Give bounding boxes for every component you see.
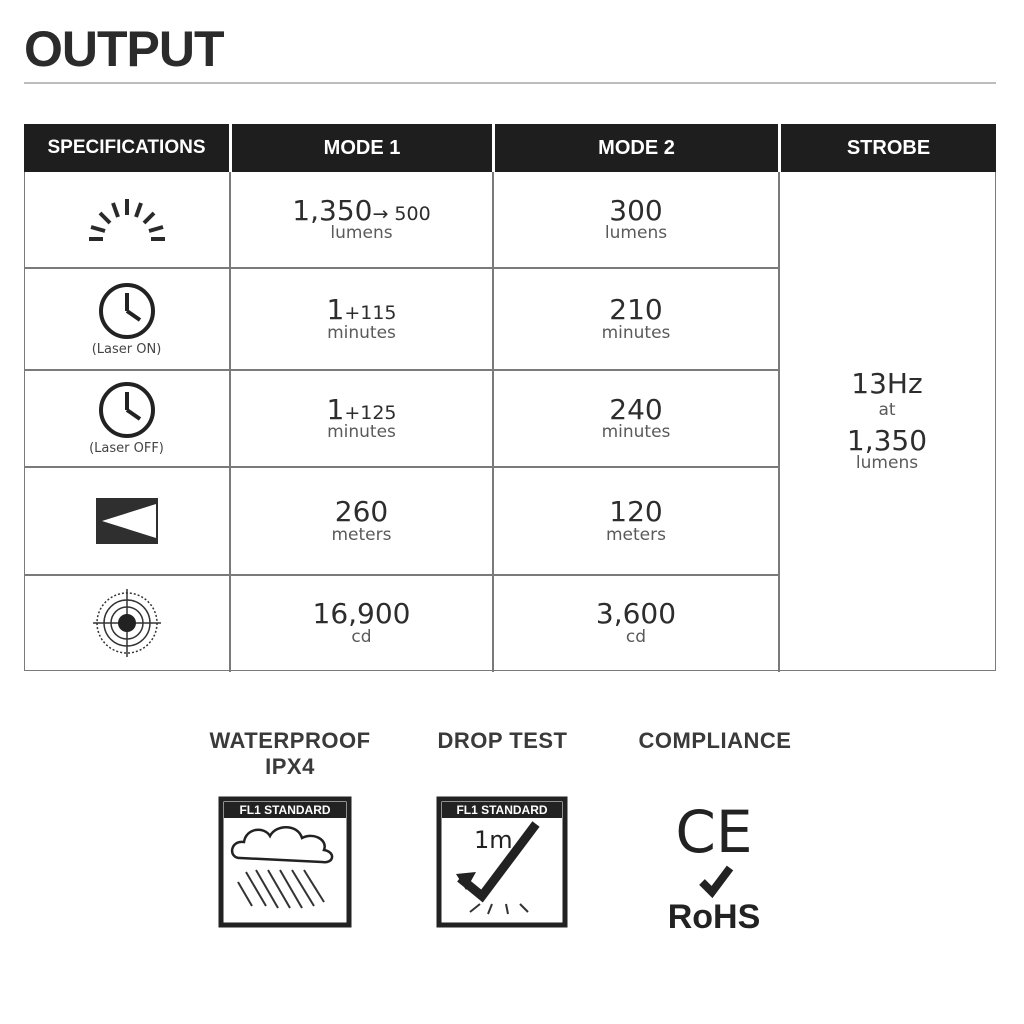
mode2-intensity-unit: cd xyxy=(625,626,647,647)
drop-test-title: DROP TEST xyxy=(437,728,568,753)
mode1-runtime-off-extra: +125 xyxy=(344,401,397,424)
table-cell-mode1-runtime-off xyxy=(231,371,492,466)
mode1-runtime-on-unit: minutes xyxy=(327,322,396,343)
table-cell-mode1-distance xyxy=(231,468,492,574)
laser-on-caption: (Laser ON) xyxy=(91,341,162,357)
mode1-intensity-value: 16,900 xyxy=(312,597,411,631)
table-cell-mode1-brightness xyxy=(231,172,492,267)
mode1-brightness-value: 1,350 xyxy=(292,193,373,227)
table-row-distance-icon-cell xyxy=(24,468,229,574)
table-row-runtime-on-icon-cell xyxy=(24,269,229,369)
mode1-intensity-unit: cd xyxy=(351,626,372,647)
table-cell-mode2-distance xyxy=(494,468,778,574)
header-mode-2: MODE 2 xyxy=(495,124,778,172)
title-divider xyxy=(24,82,996,84)
strobe-lumens-unit: lumens xyxy=(855,453,919,474)
page-title: OUTPUT xyxy=(24,21,224,77)
mode1-runtime-on-value: 1 xyxy=(326,293,345,327)
table-row-runtime-off-icon-cell xyxy=(24,371,229,466)
table-cell-mode1-runtime-on xyxy=(231,269,492,369)
table-row-brightness-icon-cell xyxy=(24,172,229,267)
mode1-runtime-off-unit: minutes xyxy=(327,422,396,443)
mode2-intensity-value: 3,600 xyxy=(595,597,677,631)
compliance-title: COMPLIANCE xyxy=(638,728,792,753)
mode2-brightness-unit: lumens xyxy=(604,223,668,244)
mode1-brightness-unit: lumens xyxy=(330,223,393,244)
waterproof-rating: IPX4 xyxy=(265,754,315,780)
table-cell-mode2-runtime-off xyxy=(494,371,778,466)
waterproof-title: WATERPROOF xyxy=(209,728,371,753)
rain-cloud-icon xyxy=(218,796,352,928)
certification-badges xyxy=(0,728,1024,968)
mode2-runtime-on-unit: minutes xyxy=(601,322,671,343)
mode2-distance-unit: meters xyxy=(606,524,666,545)
target-intensity-icon xyxy=(91,587,163,659)
mode1-runtime-on-extra: +115 xyxy=(344,302,397,325)
mode1-brightness-extra: → 500 xyxy=(372,202,431,225)
drop-test-icon xyxy=(436,796,568,928)
mode2-runtime-off-value: 240 xyxy=(609,392,663,426)
spec-table xyxy=(24,124,996,672)
drop-test-height: 1m xyxy=(474,826,513,854)
mode2-runtime-off-unit: minutes xyxy=(601,422,671,443)
rohs-mark: RoHS xyxy=(667,898,761,936)
header-strobe: STROBE xyxy=(781,124,996,172)
beam-distance-icon xyxy=(96,498,158,544)
header-mode-1: MODE 1 xyxy=(232,124,492,172)
strobe-connector: at xyxy=(878,400,896,421)
table-cell-mode2-brightness xyxy=(494,172,778,267)
brightness-icon xyxy=(87,195,167,245)
ce-rohs-icon xyxy=(650,796,780,936)
header-specifications: SPECIFICATIONS xyxy=(24,124,229,172)
table-cell-strobe xyxy=(780,172,994,670)
mode1-runtime-off-value: 1 xyxy=(326,392,345,426)
clock-icon xyxy=(98,381,156,439)
clock-icon xyxy=(98,282,156,340)
laser-off-caption: (Laser OFF) xyxy=(89,441,164,456)
waterproof-label xyxy=(195,728,385,781)
mode2-runtime-on-value: 210 xyxy=(609,293,663,327)
waterproof-standard: FL1 STANDARD xyxy=(239,803,331,817)
mode2-brightness-value: 300 xyxy=(609,193,663,227)
table-row-intensity-icon-cell xyxy=(24,576,229,670)
strobe-lumens-value: 1,350 xyxy=(846,424,928,457)
mode1-distance-value: 260 xyxy=(334,495,389,529)
mode1-distance-unit: meters xyxy=(331,524,392,545)
table-cell-mode1-intensity xyxy=(231,576,492,670)
table-cell-mode2-intensity xyxy=(494,576,778,670)
strobe-frequency: 13Hz xyxy=(851,366,923,400)
ce-mark: CE xyxy=(675,798,753,866)
mode2-distance-value: 120 xyxy=(609,495,663,529)
drop-test-standard: FL1 STANDARD xyxy=(456,803,548,817)
table-cell-mode2-runtime-on xyxy=(494,269,778,369)
